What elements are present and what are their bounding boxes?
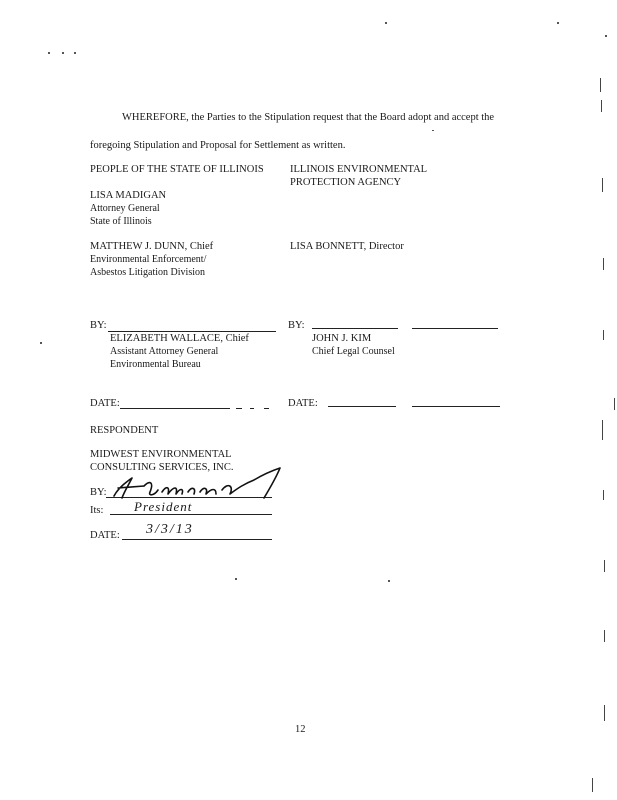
intro-line-1: WHEREFORE, the Parties to the Stipulation request that the Board adopt and accept the bbox=[122, 112, 495, 123]
left-signer-title-1: Assistant Attorney General bbox=[110, 346, 219, 357]
left-by-label: BY: bbox=[90, 320, 107, 331]
scan-speck bbox=[48, 52, 50, 54]
scan-speck bbox=[40, 342, 42, 344]
right-signer-name: JOHN J. KIM bbox=[312, 333, 372, 344]
respondent-its-line bbox=[110, 514, 272, 515]
respondent-name-1: MIDWEST ENVIRONMENTAL bbox=[90, 449, 232, 460]
left-signer-title-2: Environmental Bureau bbox=[110, 359, 201, 370]
right-by-label: BY: bbox=[288, 320, 305, 331]
right-date-line-2 bbox=[412, 406, 500, 407]
scan-edge-mark bbox=[603, 258, 604, 270]
respondent-heading: RESPONDENT bbox=[90, 425, 159, 436]
scan-speck bbox=[385, 22, 387, 24]
scan-edge-mark bbox=[592, 778, 593, 792]
scan-speck bbox=[432, 130, 434, 131]
left-signer-name: ELIZABETH WALLACE, Chief bbox=[110, 333, 249, 344]
respondent-by-label: BY: bbox=[90, 487, 107, 498]
left-date-line-dash bbox=[236, 408, 242, 409]
official-2-name: MATTHEW J. DUNN, Chief bbox=[90, 241, 214, 252]
left-date-line-dash bbox=[264, 408, 269, 409]
left-date-label: DATE: bbox=[90, 398, 120, 409]
right-party-name-2: PROTECTION AGENCY bbox=[290, 177, 402, 188]
right-signer-title: Chief Legal Counsel bbox=[312, 346, 395, 357]
right-party-name-1: ILLINOIS ENVIRONMENTAL bbox=[290, 164, 428, 175]
scan-edge-mark bbox=[603, 330, 604, 340]
scan-speck bbox=[605, 35, 607, 37]
right-official: LISA BONNETT, Director bbox=[290, 241, 404, 252]
scan-speck bbox=[74, 52, 76, 54]
official-1-title-1: Attorney General bbox=[90, 203, 160, 214]
scan-edge-mark bbox=[601, 100, 602, 112]
scan-edge-mark bbox=[602, 420, 603, 440]
official-1-name: LISA MADIGAN bbox=[90, 190, 167, 201]
official-1-title-2: State of Illinois bbox=[90, 216, 152, 227]
respondent-date-line bbox=[122, 539, 272, 540]
left-party-name: PEOPLE OF THE STATE OF ILLINOIS bbox=[90, 164, 264, 175]
scan-edge-mark bbox=[604, 560, 605, 572]
official-2-title-2: Asbestos Litigation Division bbox=[90, 267, 205, 278]
right-signature-line-2 bbox=[412, 328, 498, 329]
scan-edge-mark bbox=[614, 398, 615, 410]
respondent-date-label: DATE: bbox=[90, 530, 120, 541]
respondent-name-2: CONSULTING SERVICES, INC. bbox=[90, 462, 234, 473]
right-date-label: DATE: bbox=[288, 398, 318, 409]
left-date-line bbox=[120, 408, 230, 409]
right-signature-line bbox=[312, 328, 398, 329]
right-date-line bbox=[328, 406, 396, 407]
respondent-its-value: President bbox=[134, 499, 193, 514]
left-date-line-dash bbox=[250, 408, 254, 409]
scan-speck bbox=[235, 578, 237, 580]
scan-speck bbox=[62, 52, 64, 54]
scan-edge-mark bbox=[604, 705, 605, 721]
page-number: 12 bbox=[295, 724, 306, 735]
respondent-date-value: 3/3/13 bbox=[146, 522, 194, 537]
scan-speck bbox=[557, 22, 559, 24]
scan-edge-mark bbox=[602, 178, 603, 192]
left-signature-line bbox=[108, 331, 276, 332]
scan-edge-mark bbox=[603, 490, 604, 500]
scan-edge-mark bbox=[604, 630, 605, 642]
intro-line-2: foregoing Stipulation and Proposal for Settlement as written. bbox=[90, 140, 346, 151]
scan-speck bbox=[388, 580, 390, 582]
official-2-title-1: Environmental Enforcement/ bbox=[90, 254, 207, 265]
scan-edge-mark bbox=[600, 78, 601, 92]
respondent-its-label: Its: bbox=[90, 505, 104, 516]
